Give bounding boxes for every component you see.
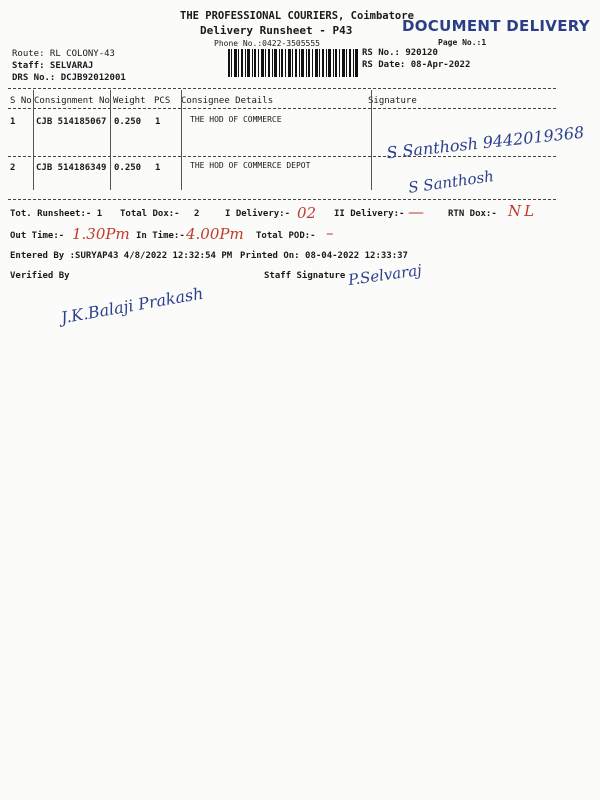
second-delivery-value: — [408,202,424,221]
company-name: THE PROFESSIONAL COURIERS, Coimbatore [180,10,414,22]
total-dox-label: Total Dox:- [120,209,180,219]
column-divider [110,90,111,190]
verified-by-label: Verified By [10,271,70,281]
column-divider [371,90,372,190]
header-sno: S No [10,96,32,106]
verified-signature: J.K.Balaji Prakash [59,283,205,328]
first-delivery-value: 02 [297,204,317,222]
out-time-label: Out Time:- [10,231,65,241]
phone-number: Phone No.:0422-3505555 [214,39,320,48]
drs-number: DRS No.: DCJB92012001 [12,73,126,83]
row-consignment: CJB 514186349 [36,163,107,173]
in-time-value: 4.00Pm [186,225,244,243]
row-signature: S Santhosh 9442019368 [385,122,586,163]
header-pcs: PCS [154,96,171,106]
total-dox-value: 2 [194,209,200,219]
total-pod-value: – [326,224,334,242]
sheet-title: Delivery Runsheet - P43 [200,24,353,37]
rtn-dox-value: NL [508,202,538,220]
route: Route: RL COLONY-43 [12,49,115,59]
document-delivery-stamp: DOCUMENT DELIVERY [402,17,590,35]
row-consignee: THE HOD OF COMMERCE [190,115,282,124]
row-weight: 0.250 [114,163,142,173]
rs-date: RS Date: 08-Apr-2022 [362,60,471,70]
total-runsheet: Tot. Runsheet:- 1 [10,209,103,219]
page-number: Page No.:1 [438,38,487,47]
row-sno: 2 [10,163,16,173]
header-signature: Signature [368,96,417,106]
row-signature: S Santhosh [407,167,495,197]
rtn-dox-label: RTN Dox:- [448,209,497,219]
table-top-divider [8,88,556,89]
row-consignee: THE HOD OF COMMERCE DEPOT [190,161,311,170]
printed-on: Printed On: 08-04-2022 12:33:37 [240,251,408,261]
column-divider [181,90,182,190]
column-divider [33,90,34,190]
staff-signature: P.Selvaraj [347,260,423,290]
row-sno: 1 [10,117,16,127]
out-time-value: 1.30Pm [72,225,130,243]
staff-signature-label: Staff Signature [264,271,346,281]
barcode-icon [228,49,358,77]
first-delivery-label: I Delivery:- [225,209,291,219]
row-weight: 0.250 [114,117,142,127]
row-consignment: CJB 514185067 [36,117,107,127]
header-weight: Weight [113,96,146,106]
total-pod-label: Total POD:- [256,231,316,241]
row-divider [8,156,556,157]
row-pcs: 1 [155,117,161,127]
header-consignment: Consignment No [34,96,110,106]
in-time-label: In Time:- [136,231,185,241]
header-consignee: Consignee Details [181,96,274,106]
second-delivery-label: II Delivery:- [334,209,405,219]
entered-by: Entered By :SURYAP43 4/8/2022 12:32:54 PM [10,251,233,261]
rs-number: RS No.: 920120 [362,48,438,58]
staff-name: Staff: SELVARAJ [12,61,94,71]
row-pcs: 1 [155,163,161,173]
header-divider [8,108,556,109]
table-bottom-divider [8,199,556,200]
